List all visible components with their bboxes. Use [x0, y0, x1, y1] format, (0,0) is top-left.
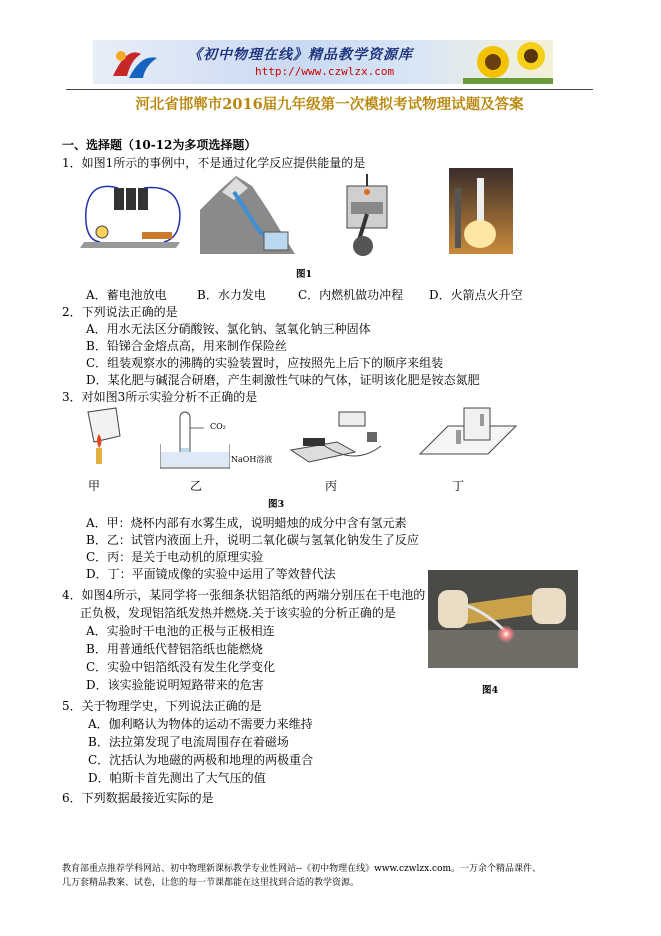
banner-url[interactable]: http://www.czwlzx.com [255, 65, 395, 78]
question-2-stem: 2．下列说法正确的是 [62, 305, 178, 319]
sunflower-decoration [463, 40, 553, 84]
page-footer [62, 862, 602, 890]
q3-option-a: A．甲：烧杯内部有水雾生成，说明蜡烛的成分中含有氢元素 [86, 516, 407, 530]
hydroelectric-figure [200, 170, 295, 254]
question-5-stem: 5．关于物理学史，下列说法正确的是 [62, 699, 262, 713]
banner-title: 《初中物理在线》精品教学资源库 [188, 47, 413, 63]
naoh-label: NaOH溶液 [231, 455, 273, 464]
q5-option-a: A．伽利略认为物体的运动不需要力来维持 [88, 717, 313, 731]
q1-option-d: D．火箭点火升空 [429, 288, 523, 302]
fig3-label-yi: 乙 [190, 479, 203, 493]
q3-option-b: B．乙：试管内液面上升，说明二氧化碳与氢氧化钠发生了反应 [86, 533, 419, 547]
q4-option-c: C．实验中铝箔纸没有发生化学变化 [86, 660, 276, 674]
q2-option-a: A．用水无法区分硝酸铵、氯化钠、氢氧化钠三种固体 [86, 322, 371, 336]
co2-label: CO₂ [210, 422, 226, 431]
question-1-stem: 1．如图1所示的事例中，不是通过化学反应提供能量的是 [62, 156, 366, 170]
site-logo [107, 44, 167, 82]
section-heading: 一、选择题（10-12为多项选择题） [62, 138, 257, 152]
mirror-imaging-figure [418, 406, 518, 466]
question-6-stem: 6．下列数据最接近实际的是 [62, 791, 214, 805]
q4-option-d: D．该实验能说明短路带来的危害 [86, 678, 264, 692]
q2-option-d: D．某化肥与碱混合研磨，产生刺激性气味的气体，证明该化肥是铵态氮肥 [86, 373, 480, 387]
q3-option-d: D．丁：平面镜成像的实验中运用了等效替代法 [86, 567, 336, 581]
q1-option-b: B．水力发电 [197, 288, 266, 302]
document-title: 河北省邯郸市2016届九年级第一次模拟考试物理试题及答案 [135, 96, 524, 113]
footer-line-2: 几万套精品教案、试卷，让您的每一节课都能在这里找到合适的教学资源。 [62, 878, 360, 888]
q5-option-c: C．沈括认为地磁的两极和地理的两极重合 [88, 753, 314, 767]
question-4-stem-line2: 正负极，发现铝箔纸发热并燃烧.关于该实验的分析正确的是 [80, 606, 396, 620]
question-3-stem: 3．对如图3所示实验分析不正确的是 [62, 390, 258, 404]
header-banner [93, 40, 553, 84]
beaker-candle-figure [80, 406, 130, 468]
footer-line-1: 教育部重点推荐学科网站、初中物理新课标教学专业性网站--《初中物理在线》www.czwlzx.com。一万余个精品课件、 [62, 864, 542, 874]
figure-3-caption: 图3 [268, 499, 285, 510]
q4-option-a: A．实验时干电池的正极与正极相连 [86, 624, 275, 638]
engine-cylinder-figure [333, 172, 405, 262]
question-4-stem-line1: 4．如图4所示，某同学将一张细条状铝箔纸的两端分别压在干电池的 [62, 588, 426, 602]
rocket-launch-figure [449, 168, 513, 254]
fig3-label-jia: 甲 [88, 479, 101, 493]
q3-option-c: C．丙：是关于电动机的原理实验 [86, 550, 264, 564]
q2-option-c: C．组装观察水的沸腾的实验装置时，应按照先上后下的顺序来组装 [86, 356, 444, 370]
q1-option-c: C．内燃机做功冲程 [298, 288, 404, 302]
fig3-label-bing: 丙 [325, 479, 338, 493]
battery-foil-photo [428, 570, 578, 668]
motor-principle-figure [285, 410, 385, 468]
header-rule [66, 89, 593, 90]
battery-circuit-figure [80, 180, 185, 250]
q5-option-d: D．帕斯卡首先测出了大气压的值 [88, 771, 266, 785]
co2-test-tube-figure [160, 410, 230, 470]
q2-option-b: B．铅锑合金熔点高，用来制作保险丝 [86, 339, 287, 353]
q4-option-b: B．用普通纸代替铝箔纸也能燃烧 [86, 642, 263, 656]
figure-4-caption: 图4 [482, 685, 499, 696]
figure-1-caption: 图1 [296, 269, 313, 280]
q5-option-b: B．法拉第发现了电流周围存在着磁场 [88, 735, 289, 749]
fig3-label-ding: 丁 [452, 479, 465, 493]
q1-option-a: A．蓄电池放电 [86, 288, 167, 302]
